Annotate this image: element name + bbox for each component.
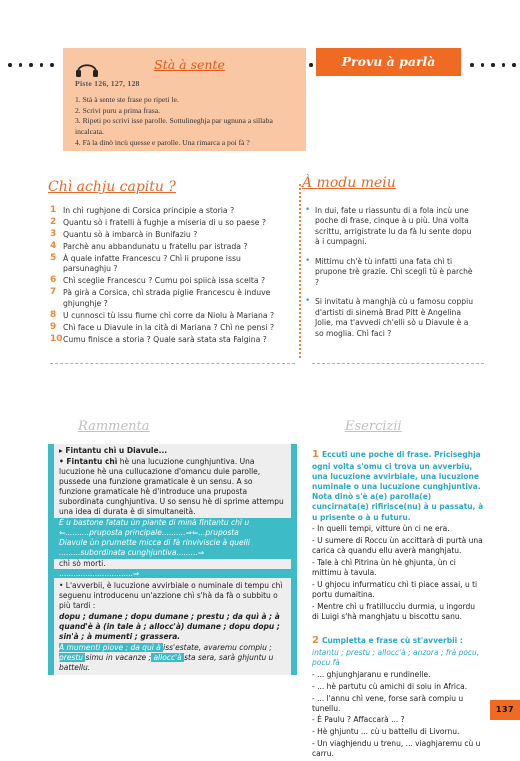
example-highlight: allocc'à [151,653,185,663]
exercise-number: 2 [312,635,319,647]
provu-banner: Provu à parlà [316,48,461,76]
list-item [305,206,473,248]
activity-text: Mittimu ch'è tù infatti una fata chì ti prupone trè grazie. Chì sceglì tù è parchè ? [315,256,473,287]
question-text: Quantu sò à imbarcà in Bunifaziu ? [63,230,198,240]
listening-item: 4. Fà la dinò incù quesse e parolle. Una rimarca a poi fà ? [75,137,250,147]
list-item: - Tale à chì Pitrina ùn hè ghjunta, ùn ci mittimu à tavula. [312,558,456,578]
section-title-rammenta: Rammenta [78,419,150,434]
example-text: simu in vacanze ; [85,653,152,663]
dots-right [470,60,516,70]
activity-text: Si invitatu à manghjà cù u famosu coppiu d'artisti di sinemà Brad Pitt è Angelina Jolie, ma t'avvedi ch'elli sò u Diavule è a so moglia. Chì faci ? [315,297,474,338]
list-item [50,311,286,321]
rammenta-text: hè una lucuzione cunghjuntiva. Una lucuzione hè una cullucazione d'omancu duie parolle, pussede una funzione gramaticale è un sensu. A so funzione gramaticale hè d'introduce una pruposta subordinata cunghjuntiva. U so sensu hè di sprime attempu una idea di durata è di simultaneità. [59,456,284,516]
adverb-options: intantu ; prestu ; allocc'à ; anzora ; frà pocu, pocu fà [312,647,480,668]
question-text: Cumu finisce a storia ? Quale sarà stata sta Falgina ? [63,334,267,344]
question-number: 3 [50,229,57,240]
example-highlight: prestu [59,653,86,663]
list-item [50,335,286,345]
question-text: Pà girà a Corsica, chì strada piglie Francescu è induve ghjunghje ? [63,288,271,308]
list-item: - Hè ghjuntu ... cù u battellu di Livornu. [312,727,460,737]
list-item: - Un viaghjendu u trenu, ... viaghjaremu cù u carru. [312,739,481,759]
list-item [50,218,286,228]
listening-item: 3. Ripeti po scrivi isse parolle. Sottulineghja par ugnuna a sillaba incalcata. [75,116,273,136]
exercise-heading: Eccuti une poche di frase. Priciseghja ogni volta s'omu ci trova un avverbiu, una lucuzione avvirbiale, una lucuzione numinale o una lucuzione cunghjuntiva. Nota dinò s'è a(e) parolla(e) cuncirnata(e) rifirisce(nu) à u passatu, à u prisente o à u futuru. [312,450,484,522]
question-number: 9 [50,321,57,332]
question-number: 5 [50,253,57,264]
rammenta-examples [59,643,285,673]
list-item [50,242,286,252]
list-item: - ... hè partutu cù amichi di soiu in Africa. [312,681,468,691]
rammenta-box [48,444,297,675]
example-text: , avaremu compiu ; [198,643,272,653]
rammenta-paragraph-1 [59,457,285,517]
question-number: 1 [50,205,57,215]
list-item [50,254,286,274]
section-title-chi-capitu: Chì achju capitu ? [48,179,176,195]
activity-text: In dui, fate u riassuntu di a fola incù une poche di frase, cinque à u più. Una volta scrittu, arrigistrate lu da fà lu sente dopu à i cumpagni. [315,206,472,247]
separator-right [312,363,484,364]
listening-item: 1. Stà à sente ste frase po ripeti le. [75,95,179,104]
list-item: - In quelli tempi, vitture ùn ci ne era. [312,524,450,534]
listening-item: 2. Scrivi puru a prima frasa. [75,105,160,115]
rammenta-content [54,444,291,675]
question-number: 8 [50,309,57,320]
exercise-1-instruction [312,448,484,523]
exercise-2-instruction [312,634,484,668]
section-title-esercizii: Esercizii [345,419,402,434]
example-line: Diavule ùn prumette micca di fà rinviviscie à quelli [59,538,250,548]
list-item: - ... ghjunghjaranu e rundinelle. [312,669,431,679]
question-text: Parchè anu abbandunatu u fratellu par istrada ? [63,242,248,252]
bullet-icon: • [305,205,311,215]
keyword: • Fintantu chì [59,456,118,466]
list-item: - È Paulu ? Affaccarà ... ? [312,715,405,725]
adverb-list: dopu ; dumane ; dopu dumane ; prestu ; da quì à ; à quand'è à (in tale à ; allocc'à) dumane ; dopu dopu ; sin'à ; à mumenti ; grassera. [59,612,280,642]
question-number: 6 [50,275,57,286]
question-list [50,206,286,347]
page-number: 137 [490,700,520,720]
separator-left [50,363,295,364]
question-number: 10 [50,333,63,344]
question-number: 7 [50,287,57,298]
list-item [305,257,473,288]
example-text: iss'estate [163,643,199,653]
list-item [50,206,286,216]
example-highlight: À mumenti piove ; [59,643,129,653]
list-item: - ... l'annu chì vene, forse sarà compiu u tunellu. [312,693,464,713]
activity-list [305,206,473,348]
question-text: U cunnosci tù issu fiume chì corre da Niolu à Mariana ? [63,310,275,320]
question-text: In chì rughjone di Corsica principie a storia ? [63,206,235,215]
list-item: - Mentre chì u fratilluccìu durmia, u ingordu di Luigi s'hà manghjatu u biscottu sanu. [312,602,476,622]
question-number: 2 [50,217,57,228]
exercise-number: 1 [312,449,319,460]
exercises [312,448,484,761]
listening-box [63,48,306,151]
question-text: Chì sceglie Francescu ? Cumu poi spiicà issa scelta ? [63,276,266,286]
list-item: - U sumere di Roccu ùn accittarà di purtà una carica cà quandu ellu averà manghjatu. [312,536,483,556]
question-text: Chì face u Diavule in la cità di Mariana ? Chì ne pensi ? [63,322,275,332]
list-item: - U ghjocu infurmaticu chì ti piace assai, u ti portu dumaitina. [312,580,478,600]
rammenta-example-block [54,518,291,559]
list-item [50,288,286,308]
example-line: È u bastone fatatu ùn piante di minà fintantu chì u [59,517,250,527]
listening-instructions [75,95,296,148]
list-item [50,323,286,333]
example-line: .........subordinata cunghjuntiva.........⇒ [59,548,205,558]
listening-title: Stà à sente [154,57,225,72]
dots-left [8,60,54,70]
bullet-icon: • [305,255,311,266]
example-line: chì sò morti. [59,558,106,568]
list-item [50,276,286,286]
rammenta-paragraph-2: • L'avverbii, è lucuzione avvirbiale o numinale di tempu chì seguenu introducenu un'azzione chì s'hà da fà o subbitu o più tardi : [59,581,283,611]
example-line: ⇐..........pruposta principale..........⇒⇐...pruposta [59,527,239,537]
example-line: ...............................⇒ [54,569,291,579]
headphones-icon [75,58,99,78]
rammenta-heading: ▸ Fintantu chì u Diavule... [59,446,168,455]
column-divider [299,184,301,358]
exercise-heading: Cumpletta e frase cù st'avverbii : [321,636,463,646]
track-numbers: Piste 126, 127, 128 [75,79,140,89]
list-item [305,297,473,339]
section-title-a-modu: À modu meiu [302,175,396,191]
bullet-icon: • [305,296,311,307]
question-text: Quantu sò i fratelli à fughje a miseria di u so paese ? [63,218,267,228]
question-number: 4 [50,241,57,252]
example-highlight: da quì à [128,643,164,653]
list-item [50,230,286,240]
example-text: sta sera, sarà ghjuntu u battellu. [59,653,274,673]
question-text: À quale infatte Francescu ? Chì li prupone issu parsunaghju ? [63,254,241,274]
